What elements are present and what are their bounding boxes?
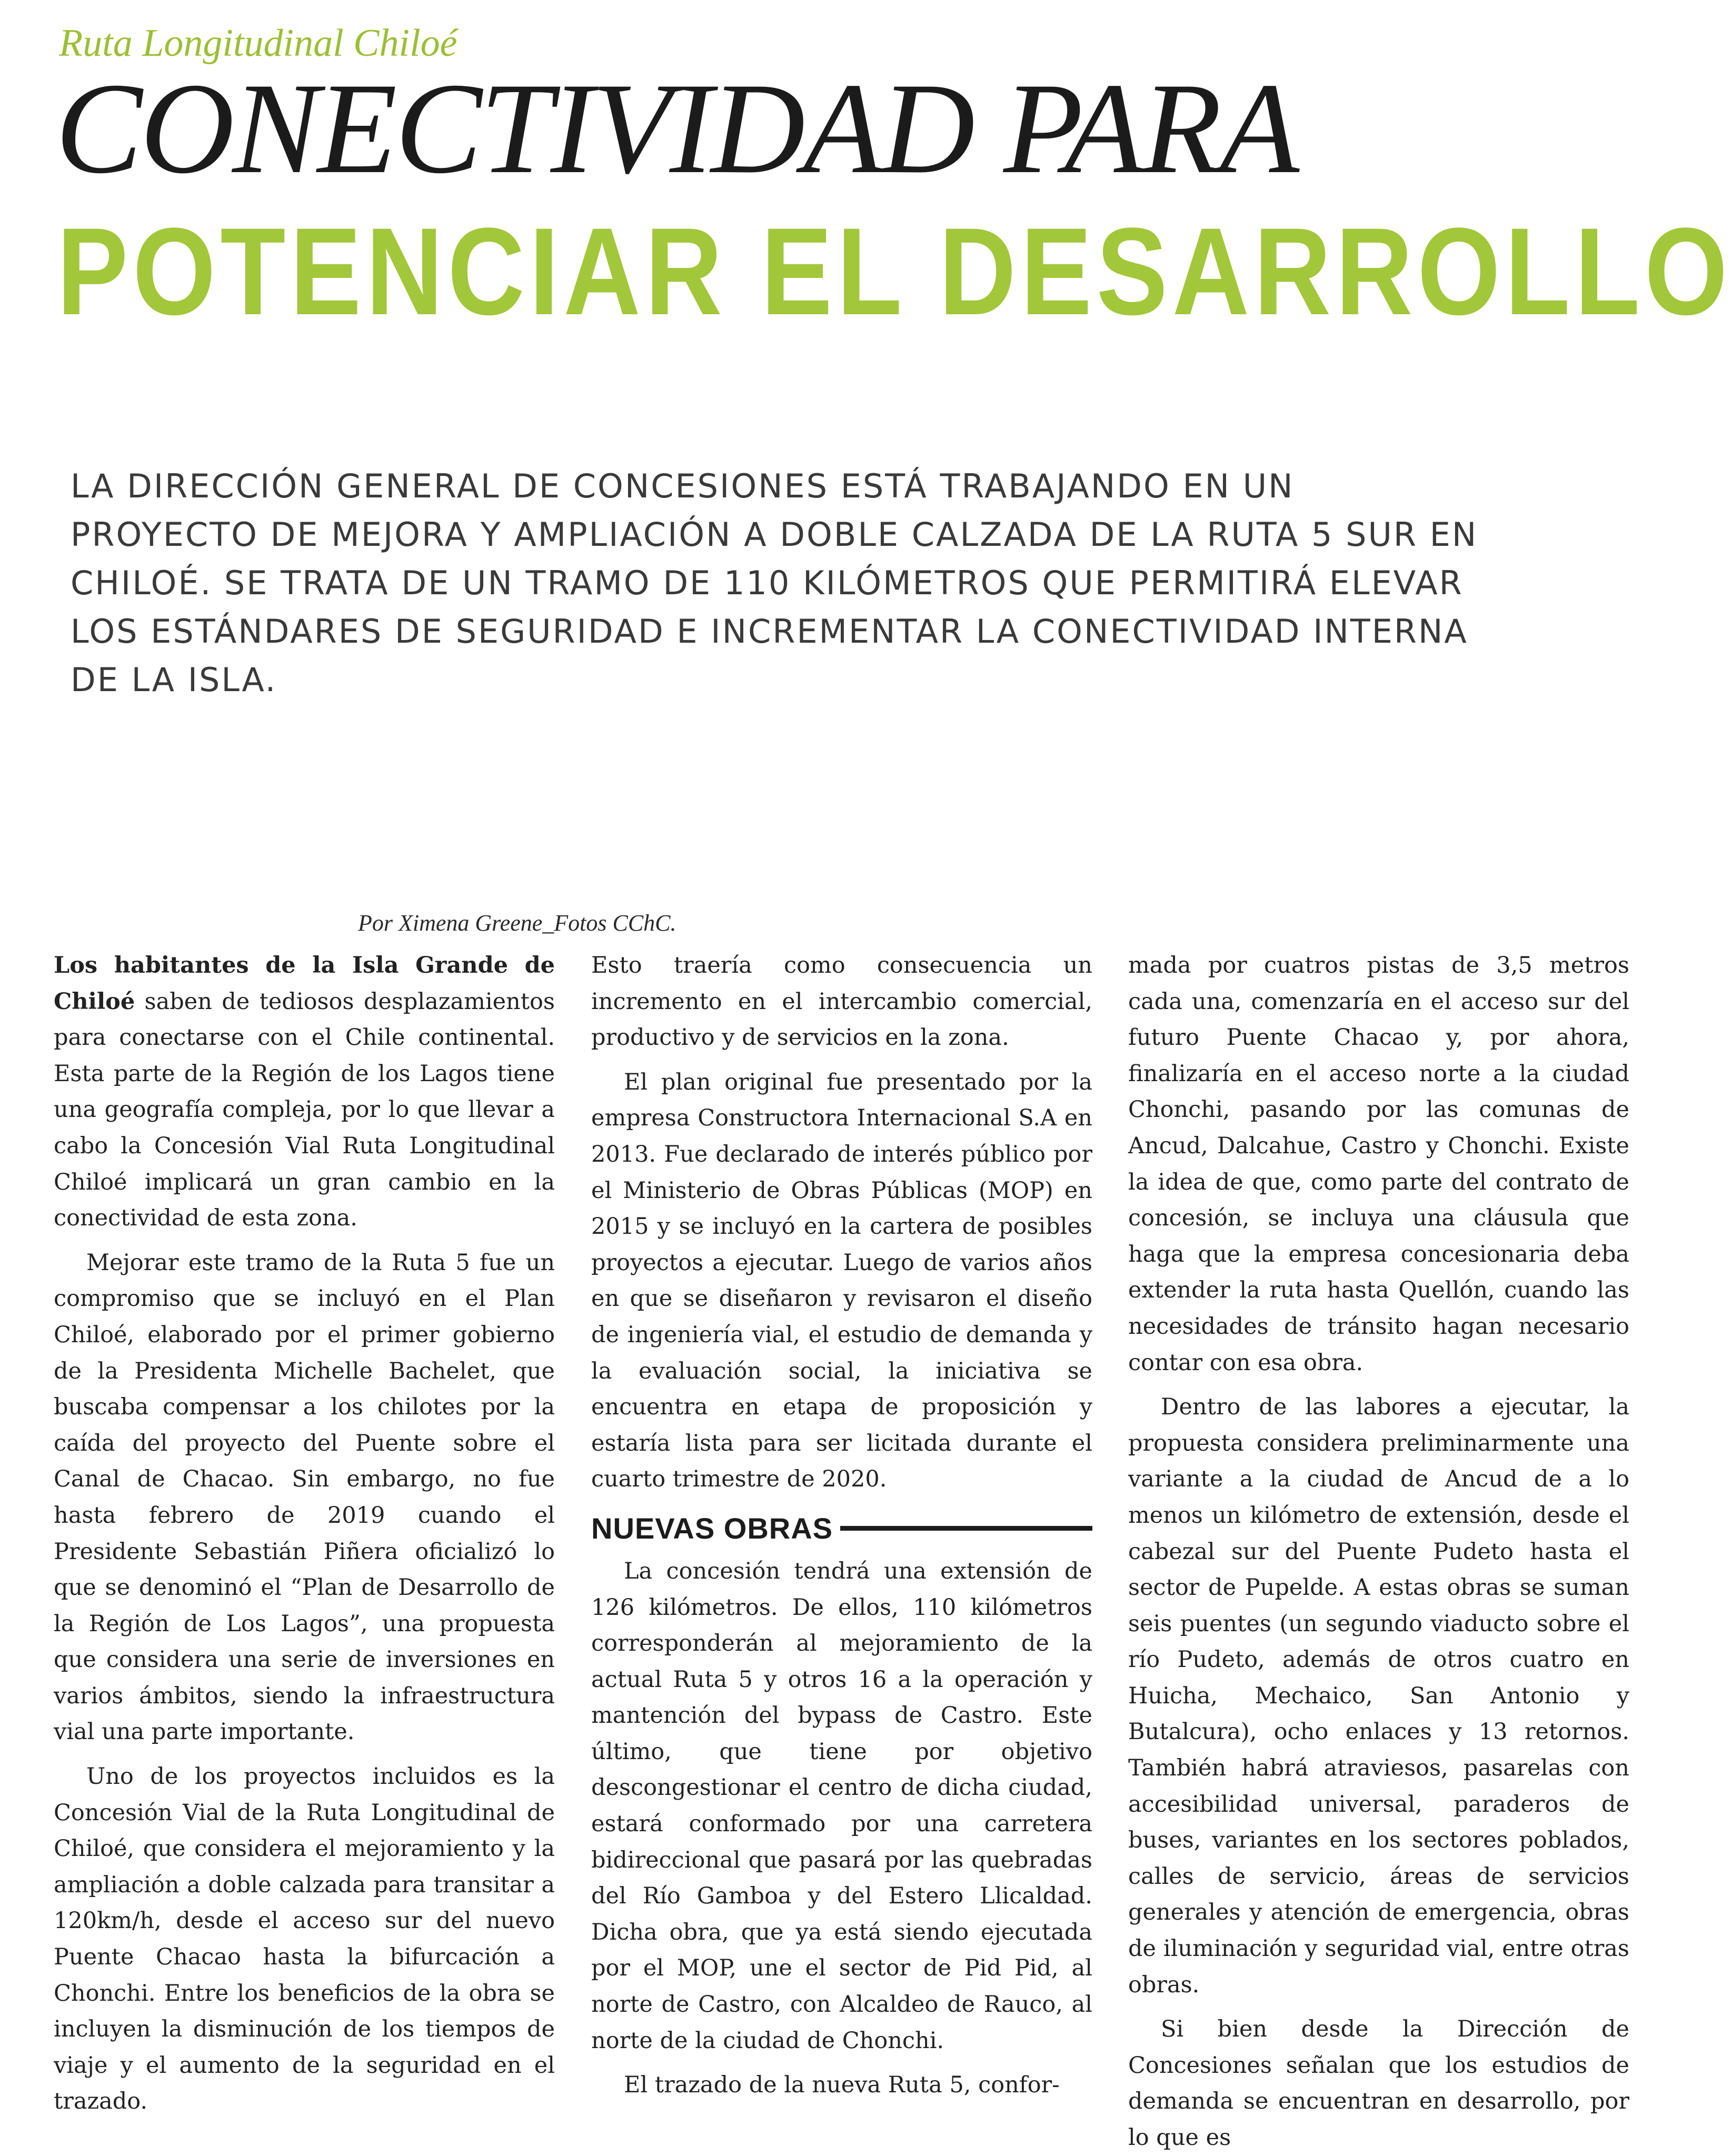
intro-text: saben de tediosos desplazamientos para conectarse con el Chile continental. Esta parte de la Región de los Lagos tiene una geografía compleja, por lo que llevar a cabo la Concesión Vial Ruta Longitudinal Chiloé implicará un gran cambio en la conectividad de esta zona. xyxy=(54,988,555,1232)
paragraph-original-plan: El plan original fue presentado por la empresa Constructora Internacional S.A en 2013. Fue declarado de interés público por el Ministerio de Obras Públicas (MOP) en 2015 y se incluyó en la cartera de posibles proyectos a ejecutar. Luego de varios años en que se diseñaron y revisaron el diseño de ingeniería vial, el estudio de demanda y la evaluación social, la iniciativa se encuentra en etapa de proposición y estaría lista para ser licitada durante el cuarto trimestre de 2020. xyxy=(591,1069,1092,1493)
paragraph-route-start: El trazado de la nueva Ruta 5, confor- xyxy=(624,2072,1060,2099)
intro-bold-lead: Los habitantes de la Isla Grande de Chiloé xyxy=(54,952,555,1015)
subhead-nuevas-obras xyxy=(591,1510,1092,1547)
paragraph-projects: Uno de los proyectos incluidos es la Concesión Vial de la Ruta Longitudinal de Chiloé, que considera el mejoramiento y la ampliación a doble calzada para transitar a 120km/h, desde el acceso sur del nuevo Puente Chacao hasta la bifurcación a Chonchi. Entre los beneficios de la obra se incluyen la disminución de los tiempos de viaje y el aumento de la seguridad en el trazado. xyxy=(54,1763,555,2115)
section-kicker: Ruta Longitudinal Chiloé xyxy=(59,22,457,65)
paragraph-concession-extension: La concesión tendrá una extensión de 126 kilómetros. De ellos, 110 kilómetros corresponderán al mejoramiento de la actual Ruta 5 y otros 16 a la operación y mantención del bypass de Castro. Este último, que tiene por objetivo descongestionar el centro de dicha ciudad, estará conformado por una carretera bidireccional que pasará por las quebradas del Río Gamboa y del Estero Llicaldad. Dicha obra, que ya está siendo ejecutada por el MOP, une el sector de Pid Pid, al norte de Castro, con Alcaldeo de Rauco, al norte de la ciudad de Chonchi. xyxy=(591,1558,1092,2054)
subhead-text: NUEVAS OBRAS xyxy=(591,1511,833,1545)
article-column-3 xyxy=(1128,947,1629,2151)
paragraph-route-continued: mada por cuatros pistas de 3,5 metros cada una, comenzaría en el acceso sur del futuro Puente Chacao y, por ahora, finalizaría en el acceso norte a la ciudad Chonchi, pasando por las comunas de Ancud, Dalcahue, Castro y Chonchi. Existe la idea de que, como parte del contrato de concesión, se incluya una cláusula que haga que la empresa concesionaria deba extender la ruta hasta Quellón, cuando las necesidades de tránsito hagan necesario contar con esa obra. xyxy=(1128,952,1629,1376)
headline-line-1: CONECTIVIDAD PARA xyxy=(55,56,1298,201)
lead-paragraph: LA DIRECCIÓN GENERAL DE CONCESIONES ESTÁ TRABAJANDO EN UN PROYECTO DE MEJORA Y AMPLIACIÓN A DOBLE CALZADA DE LA RUTA 5 SUR EN CHILOÉ. SE TRATA DE UN TRAMO DE 110 KILÓMETROS QUE PERMITIRÁ ELEVAR LOS ESTÁNDARES DE SEGURIDAD E INCREMENTAR LA CONECTIVIDAD INTERNA DE LA ISLA. xyxy=(71,467,1478,699)
paragraph-intro xyxy=(54,947,555,1236)
article-column-2 xyxy=(591,947,1092,2099)
headline-line-2: POTENCIAR EL DESARROLLO xyxy=(57,202,1732,341)
paragraph-consequence: Esto traería como consecuencia un incremento en el intercambio comercial, productivo y de servicios en la zona. xyxy=(591,952,1092,1051)
subhead-rule xyxy=(840,1526,1092,1531)
article-column-1 xyxy=(54,947,555,2115)
paragraph-works: Dentro de las labores a ejecutar, la propuesta considera preliminarmente una variante a la ciudad de Ancud de a lo menos un kilómetro de extensión, desde el cabezal sur del Puente Pudeto hasta el sector de Pupelde. A estas obras se suman seis puentes (un segundo viaducto sobre el río Pudeto, además de otros cuatro en Huicha, Mechaico, San Antonio y Butalcura), ocho enlaces y 13 retornos. También habrá atraviesos, pasarelas con accesibilidad universal, paraderos de buses, variantes en los sectores poblados, calles de servicio, áreas de servicios generales y atención de emergencia, obras de iluminación y seguridad vial, entre otras obras. xyxy=(1128,1394,1629,1998)
paragraph-plan-chiloe: Mejorar este tramo de la Ruta 5 fue un compromiso que se incluyó en el Plan Chiloé, elaborado por el primer gobierno de la Presidenta Michelle Bachelet, que buscaba compensar a los chilotes por la caída del proyecto del Puente sobre el Canal de Chacao. Sin embargo, no fue hasta febrero de 2019 cuando el Presidente Sebastián Piñera oficializó lo que se denominó el “Plan de Desarrollo de la Región de Los Lagos”, una propuesta que considera una serie de inversiones en varios ámbitos, siendo la infraestructura vial una parte importante. xyxy=(54,1249,555,1745)
byline: Por Ximena Greene_Fotos CChC. xyxy=(358,910,676,936)
paragraph-demand-studies: Si bien desde la Dirección de Concesiones señalan que los estudios de demanda se encuentran en desarrollo, por lo que es xyxy=(1128,2016,1629,2151)
